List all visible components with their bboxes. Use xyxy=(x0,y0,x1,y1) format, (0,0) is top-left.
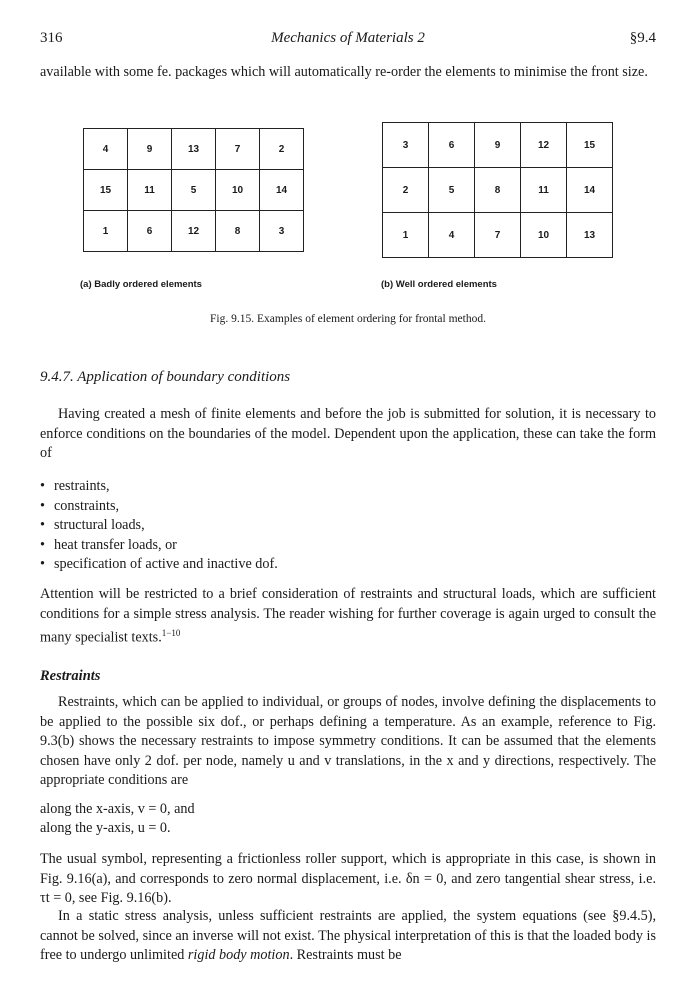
reference-superscript: 1−10 xyxy=(161,628,181,638)
paragraph-static-text-b: . Restraints must be xyxy=(289,947,402,963)
subheading-restraints: Restraints xyxy=(40,668,101,684)
element-cell: 1 xyxy=(383,213,429,258)
running-header xyxy=(40,30,656,50)
element-cell: 15 xyxy=(84,170,128,211)
element-cell: 10 xyxy=(521,213,567,258)
element-cell: 7 xyxy=(216,129,260,170)
paragraph-roller-support: The usual symbol, representing a frictionless roller support, which is appropriate in this case, is shown in Fig. 9.16(a), and corresponds to zero normal displacement, i.e. δn = 0, and zero tangential shear stress, i.e. τt = 0, see Fig. 9.16(b). xyxy=(40,851,656,906)
element-cell: 12 xyxy=(172,211,216,252)
subcaption-b: (b) Well ordered elements xyxy=(381,279,497,290)
figure-caption: Fig. 9.15. Examples of element ordering for frontal method. xyxy=(210,313,486,325)
element-cell: 14 xyxy=(567,168,613,213)
element-cell: 8 xyxy=(216,211,260,252)
element-cell: 11 xyxy=(521,168,567,213)
element-cell: 9 xyxy=(475,123,521,168)
element-cell: 11 xyxy=(128,170,172,211)
element-cell: 14 xyxy=(260,170,304,211)
element-cell: 15 xyxy=(567,123,613,168)
element-cell: 2 xyxy=(383,168,429,213)
element-cell: 7 xyxy=(475,213,521,258)
paragraph-restraints: Restraints, which can be applied to individual, or groups of nodes, involve defining the displacements to be applied to the possible six dof., or perhaps defining a temperature. As an example, reference to Fig. 9.3(b) shows the necessary restraints to impose symmetry conditions. It can be assumed that the elements chosen have only 2 dof. per node, namely u and v translations, in the x and y directions, respectively. The appropriate conditions are xyxy=(40,694,656,788)
paragraph-attention xyxy=(40,585,656,648)
section-heading: 9.4.7. Application of boundary conditions xyxy=(40,369,291,385)
list-item: • constraints, xyxy=(40,497,656,517)
list-item: • specification of active and inactive dof. xyxy=(40,555,656,575)
page-number: 316 xyxy=(40,30,63,46)
element-cell: 5 xyxy=(429,168,475,213)
paragraph-static-analysis xyxy=(40,907,656,966)
element-cell: 13 xyxy=(567,213,613,258)
element-cell: 6 xyxy=(429,123,475,168)
subcaption-a: (a) Badly ordered elements xyxy=(80,279,202,290)
condition-y-axis: along the y-axis, u = 0. xyxy=(40,820,171,836)
emphasis-rigid-body-motion: rigid body motion xyxy=(187,947,290,963)
element-cell: 9 xyxy=(128,129,172,170)
section-number: §9.4 xyxy=(629,30,656,46)
book-title: Mechanics of Materials 2 xyxy=(271,30,425,46)
paragraph-attention-text: Attention will be restricted to a brief consideration of restraints and structural loads, which are sufficient conditions for a simple stress analysis. The reader wishing for further coverage is again urged to consult the many specialist texts. xyxy=(40,586,656,646)
element-cell: 4 xyxy=(429,213,475,258)
paragraph-static-text-a: In a static stress analysis, unless sufficient restraints are applied, the system equations (see §9.4.5), cannot be solved, since an inverse will not exist. The physical interpretation of this is that the loaded body is free to undergo unlimited xyxy=(40,908,656,963)
element-cell: 1 xyxy=(84,211,128,252)
element-cell: 3 xyxy=(383,123,429,168)
grid-well-ordered xyxy=(382,122,613,258)
list-item: • restraints, xyxy=(40,477,656,497)
bullet-list xyxy=(40,477,656,575)
element-cell: 5 xyxy=(172,170,216,211)
element-cell: 4 xyxy=(84,129,128,170)
list-item: • structural loads, xyxy=(40,516,656,536)
list-item: • heat transfer loads, or xyxy=(40,536,656,556)
paragraph-boundary-intro: Having created a mesh of finite elements and before the job is submitted for solution, it is necessary to enforce conditions on the boundaries of the model. Dependent upon the application, these can take the form of xyxy=(40,406,656,461)
element-cell: 2 xyxy=(260,129,304,170)
condition-x-axis: along the x-axis, v = 0, and xyxy=(40,801,195,817)
element-cell: 8 xyxy=(475,168,521,213)
element-cell: 10 xyxy=(216,170,260,211)
grid-badly-ordered xyxy=(83,128,304,252)
element-cell: 13 xyxy=(172,129,216,170)
element-cell: 6 xyxy=(128,211,172,252)
element-cell: 3 xyxy=(260,211,304,252)
element-cell: 12 xyxy=(521,123,567,168)
intro-paragraph: available with some fe. packages which will automatically re-order the elements to minimise the front size. xyxy=(40,64,648,80)
